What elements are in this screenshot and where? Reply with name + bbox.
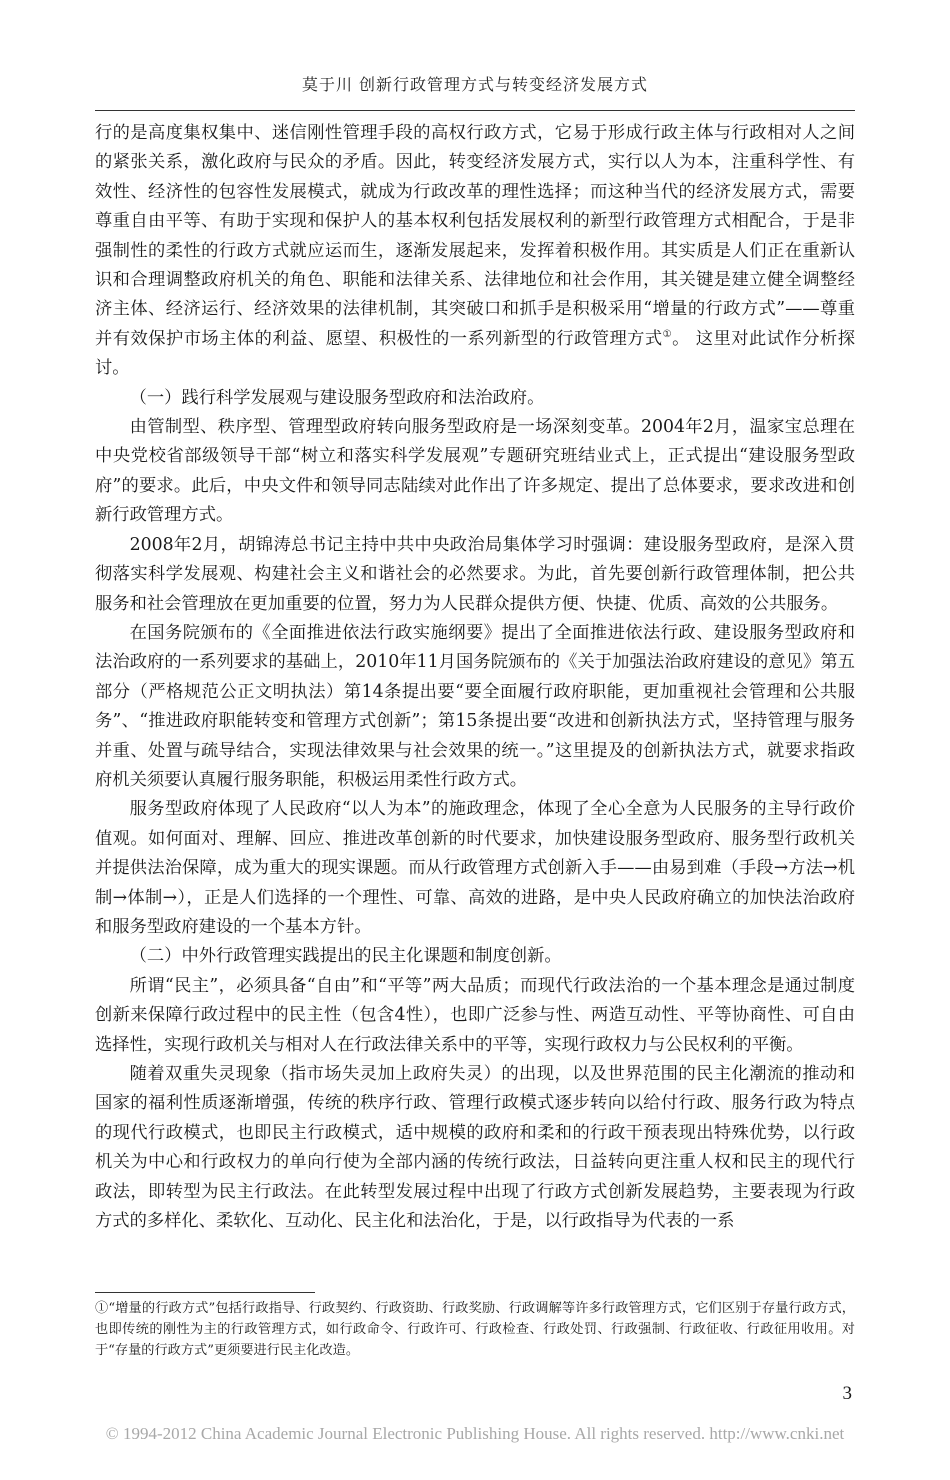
section-heading-1: （一）践行科学发展观与建设服务型政府和法治政府。 [129, 387, 545, 408]
paragraph-continuation [95, 119, 855, 384]
paragraph: 所谓“民主”，必须具备“自由”和“平等”两大品质；而现代行政法治的一个基本理念是通过制度创新来保障行政过程中的民主性（包含4性），也即广泛参与性、两造互动性、平等协商性、可自由选择性，实现行政机关与相对人在行政法律关系中的平等，实现行政权力与公民权利的平衡。 [95, 975, 855, 1055]
header-rule [95, 110, 855, 111]
footnote-reference[interactable]: ① [662, 329, 673, 341]
paragraph: 2008年2月，胡锦涛总书记主持中共中央政治局集体学习时强调：建设服务型政府，是深入贯彻落实科学发展观、构建社会主义和谐社会的必然要求。为此，首先要创新行政管理体制，把公共服务和社会管理放在更加重要的位置，努力为人民群众提供方便、快捷、优质、高效的公共服务。 [95, 534, 855, 614]
paragraph: 随着双重失灵现象（指市场失灵加上政府失灵）的出现，以及世界范围的民主化潮流的推动和国家的福利性质逐渐增强，传统的秩序行政、管理行政模式逐步转向以给付行政、服务行政为特点的现代行政模式，也即民主行政模式，适中规模的政府和柔和的行政干预表现出特殊优势，以行政机关为中心和行政权力的单向行使为全部内涵的传统行政法，日益转向更注重人权和民主的现代行政法，即转型为民主行政法。在此转型发展过程中出现了行政方式创新发展趋势，主要表现为行政方式的多样化、柔软化、互动化、民主化和法治化，于是，以行政指导为代表的一系 [95, 1064, 855, 1232]
paragraph-tail: 。 这里对此试作分析探讨。 [95, 328, 855, 379]
copyright-notice: © 1994-2012 China Academic Journal Electronic Publishing House. All rights reserved. http://www.cnki.net [105, 1424, 845, 1443]
page-number: 3 [842, 1383, 852, 1404]
paragraph: 在国务院颁布的《全面推进依法行政实施纲要》提出了全面推进依法行政、建设服务型政府和法治政府的一系列要求的基础上，2010年11月国务院颁布的《关于加强法治政府建设的意见》第五部分（严格规范公正文明执法）第14条提出要“要全面履行政府职能，更加重视社会管理和公共服务”、“推进政府职能转变和管理方式创新”；第15条提出要“改进和创新执法方式，坚持管理与服务并重、处置与疏导结合，实现法律效果与社会效果的统一。”这里提及的创新执法方式，就要求指政府机关须要认真履行服务职能，积极运用柔性行政方式。 [95, 622, 855, 790]
running-header: 莫于川 创新行政管理方式与转变经济发展方式 [301, 75, 649, 94]
footnote-rule [95, 1292, 315, 1293]
paragraph: 服务型政府体现了人民政府“以人为本”的施政理念，体现了全心全意为人民服务的主导行政价值观。如何面对、理解、回应、推进改革创新的时代要求，加快建设服务型政府、服务型行政机关并提供法治保障，成为重大的现实课题。而从行政管理方式创新入手——由易到难（手段→方法→机制→体制→），正是人们选择的一个理性、可靠、高效的进路，是中央人民政府确立的加快法治政府和服务型政府建设的一个基本方针。 [95, 799, 855, 937]
section-heading-2: （二）中外行政管理实践提出的民主化课题和制度创新。 [129, 946, 562, 967]
paragraph-text: 行的是高度集权集中、迷信刚性管理手段的高权行政方式，它易于形成行政主体与行政相对人之间的紧张关系，激化政府与民众的矛盾。因此，转变经济发展方式，实行以人为本，注重科学性、有效性、经济性的包容性发展模式，就成为行政改革的理性选择；而这种当代的经济发展方式，需要尊重自由平等、有助于实现和保护人的基本权利包括发展权利的新型行政管理方式相配合，于是非强制性的柔性的行政方式就应运而生，逐渐发展起来，发挥着积极作用。其实质是人们正在重新认识和合理调整政府机关的角色、职能和法律关系、法律地位和社会作用，其关键是建立健全调整经济主体、经济运行、经济效果的法律机制，其突破口和抓手是积极采用“增量的行政方式”——尊重并有效保护市场主体的利益、愿望、积极性的一系列新型的行政管理方式 [95, 123, 855, 349]
footnote: ①“增量的行政方式”包括行政指导、行政契约、行政资助、行政奖励、行政调解等许多行政管理方式，它们区别于存量行政方式，也即传统的刚性为主的行政管理方式，如行政命令、行政许可、行政检查、行政处罚、行政强制、行政征收、行政征用收用。对于“存量的行政方式”更须要进行民主化改造。 [95, 1301, 855, 1358]
paragraph: 由管制型、秩序型、管理型政府转向服务型政府是一场深刻变革。2004年2月，温家宝总理在中央党校省部级领导干部“树立和落实科学发展观”专题研究班结业式上，正式提出“建设服务型政府”的要求。此后，中央文件和领导同志陆续对此作出了许多规定、提出了总体要求，要求改进和创新行政管理方式。 [95, 417, 855, 526]
article-body [95, 119, 855, 1236]
